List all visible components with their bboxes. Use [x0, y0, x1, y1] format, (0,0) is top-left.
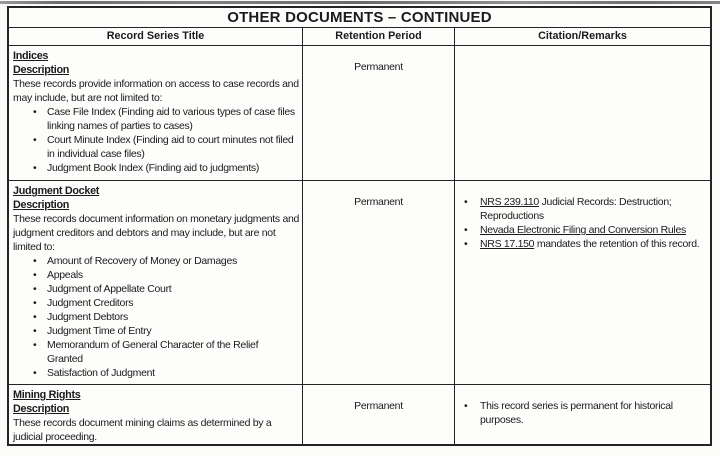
bullet-text: Judgment Time of Entry	[47, 325, 152, 338]
citation-link: NRS 239.110	[480, 196, 539, 209]
bullet-icon: •	[33, 255, 37, 268]
bullet-text: Judgment Book Index (Finding aid to judgments)	[47, 161, 260, 174]
citation-entry	[480, 237, 699, 251]
bullet-icon: •	[464, 196, 468, 209]
list-item	[33, 324, 302, 338]
bullet-icon: •	[33, 311, 37, 324]
description-label: Description	[13, 403, 70, 415]
bullet-icon: •	[33, 339, 37, 352]
records-retention-table	[7, 6, 712, 446]
bullet-text: Appeals	[47, 269, 83, 282]
bullet-icon: •	[33, 297, 37, 310]
list-item	[33, 366, 302, 380]
series-title: Mining Rights	[13, 389, 81, 401]
citation-item	[464, 223, 704, 237]
table-row-mining-rights	[9, 385, 710, 444]
bullet-text: Judgment Debtors	[47, 311, 128, 324]
citation-link: Nevada Electronic Filing and Conversion Rules	[480, 224, 686, 237]
column-header-retention-period: Retention Period	[303, 28, 455, 45]
list-item	[33, 105, 302, 133]
bullet-icon: •	[464, 400, 468, 412]
retention-value: Permanent	[354, 196, 403, 209]
bullet-text: Judgment of Appellate Court	[47, 283, 172, 296]
bullet-icon: •	[33, 161, 37, 174]
list-item	[33, 310, 302, 324]
table-title: OTHER DOCUMENTS – CONTINUED	[9, 8, 710, 28]
bullet-icon: •	[33, 105, 37, 118]
citation-entry	[480, 223, 686, 237]
bullet-icon: •	[33, 133, 37, 146]
record-series-cell	[9, 181, 303, 384]
list-item	[33, 254, 302, 268]
table-row-indices	[9, 46, 710, 181]
series-title: Judgment Docket	[13, 185, 100, 198]
list-item	[33, 268, 302, 282]
description-text: These records document mining claims as determined by a judicial proceeding.	[13, 417, 272, 443]
description-text: These records provide information on access to case records and may include, but are not limited to:	[13, 77, 299, 104]
citation-cell	[455, 46, 710, 180]
citation-entry	[480, 399, 702, 427]
record-series-cell	[9, 46, 303, 180]
bullet-icon: •	[33, 325, 37, 338]
citation-text: Judicial Records: Destruction; Reproductions	[480, 196, 672, 223]
bullet-text: Court Minute Index (Finding aid to court minutes not filed in individual case files)	[47, 133, 294, 160]
list-item	[33, 296, 302, 310]
bullet-icon: •	[33, 367, 37, 380]
retention-cell	[303, 385, 455, 444]
description-label: Description	[13, 63, 70, 76]
bullet-text: Case File Index (Finding aid to various types of case files linking names of parties to cases)	[47, 105, 295, 132]
bullet-text: Judgment Creditors	[47, 297, 134, 310]
citation-cell	[455, 181, 710, 384]
bullet-icon: •	[33, 269, 37, 282]
citation-item	[464, 399, 704, 427]
description-text: These records document information on monetary judgments and judgment creditors and debtors and may include, but are not limited to:	[13, 213, 300, 254]
column-header-citation-remarks: Citation/Remarks	[538, 30, 627, 43]
description-label: Description	[13, 199, 70, 212]
bullet-text: Satisfaction of Judgment	[47, 367, 155, 380]
list-item	[33, 282, 302, 296]
citation-entry	[480, 195, 702, 223]
table-row-judgment-docket	[9, 181, 710, 385]
retention-value: Permanent	[354, 60, 403, 73]
retention-cell	[303, 181, 455, 384]
citation-link: NRS 17.150	[480, 238, 535, 251]
column-header-record-series-title: Record Series Title	[9, 28, 303, 45]
scan-artifact-line	[0, 1, 720, 4]
retention-cell	[303, 46, 455, 180]
citation-item	[464, 195, 704, 223]
citation-item	[464, 237, 704, 251]
list-item	[33, 161, 302, 175]
bullet-icon: •	[464, 224, 468, 237]
bullet-icon: •	[464, 238, 468, 251]
record-series-cell	[9, 385, 303, 444]
citation-text: This record series is permanent for historical purposes.	[480, 400, 673, 426]
citation-text: mandates the retention of this record.	[534, 238, 700, 251]
retention-value: Permanent	[354, 400, 403, 412]
citation-cell	[455, 385, 710, 444]
bullet-text: Memorandum of General Character of the Relief Granted	[47, 339, 259, 366]
bullet-text: Amount of Recovery of Money or Damages	[47, 255, 237, 268]
series-title: Indices	[13, 49, 49, 62]
list-item	[33, 338, 302, 366]
bullet-icon: •	[33, 283, 37, 296]
list-item	[33, 133, 302, 161]
table-header-row	[9, 28, 710, 46]
